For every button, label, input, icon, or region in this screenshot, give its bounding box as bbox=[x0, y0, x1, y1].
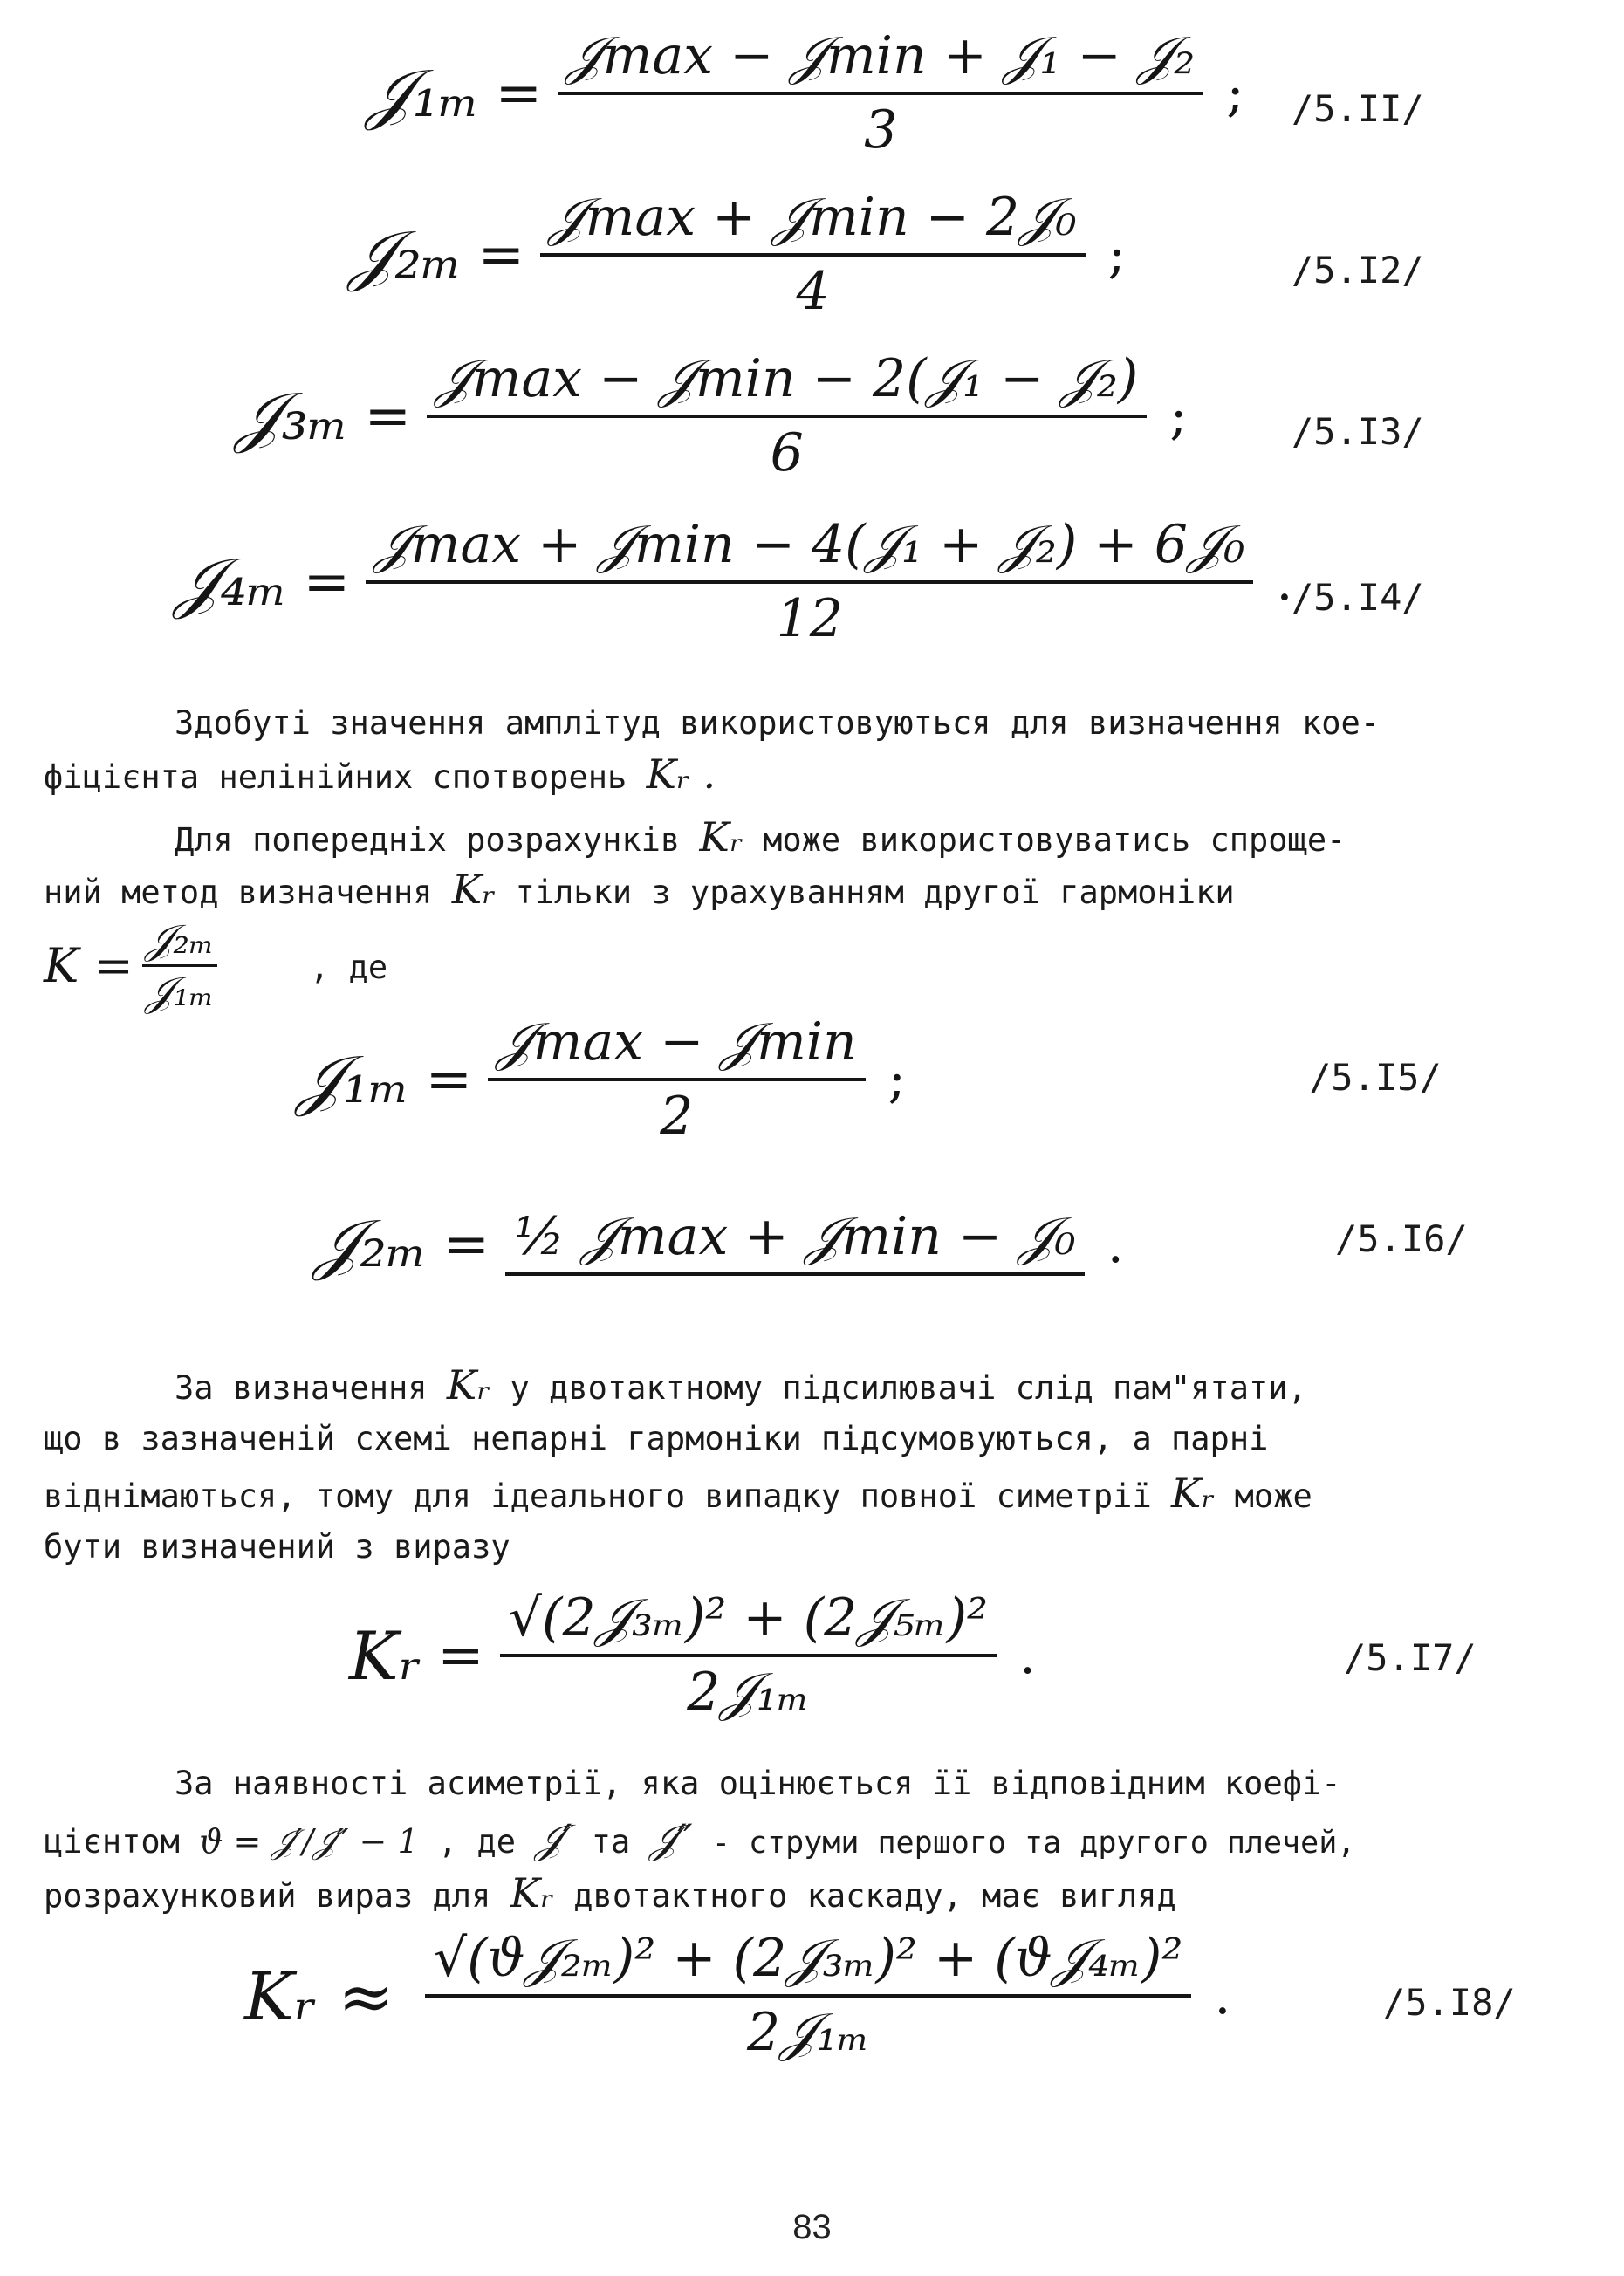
fraction-bar bbox=[142, 964, 217, 967]
equation-number: /5.I4/ bbox=[1292, 576, 1424, 619]
fraction bbox=[558, 26, 1203, 161]
text-line: Для попередніх розрахунків bbox=[175, 821, 681, 859]
paragraph bbox=[44, 1813, 1355, 1868]
fraction-bar bbox=[500, 1654, 997, 1657]
denominator: 6 bbox=[770, 422, 804, 483]
formula-lhs: K = bbox=[44, 937, 134, 993]
denominator: 4 bbox=[796, 261, 830, 322]
equation-number: /5.I7/ bbox=[1344, 1636, 1477, 1679]
text-line: ний метод визначення bbox=[44, 874, 433, 911]
formula-5-13 bbox=[236, 349, 1188, 483]
inline-symbol: 𝒥″ bbox=[649, 1815, 693, 1862]
inline-symbol: Kᵣ bbox=[1171, 1470, 1216, 1517]
fraction-bar bbox=[366, 580, 1253, 584]
text-line: у двотактному підсилювачі слід пам"ятати, bbox=[510, 1369, 1307, 1407]
inline-symbol: Kᵣ bbox=[510, 1869, 554, 1916]
fraction-bar bbox=[488, 1078, 865, 1081]
denominator: 2𝒥₁ₘ bbox=[746, 2002, 870, 2063]
paragraph bbox=[175, 698, 1380, 749]
numerator: 𝒥₂ₘ bbox=[145, 915, 215, 963]
paragraph bbox=[44, 1468, 1312, 1522]
fraction-bar bbox=[505, 1272, 1085, 1276]
text-line: , де bbox=[310, 949, 388, 986]
paragraph bbox=[44, 864, 1235, 918]
fraction bbox=[488, 1012, 865, 1147]
formula-k-ratio bbox=[44, 916, 217, 1015]
paragraph bbox=[175, 1360, 1307, 1414]
inline-symbol: Kᵣ bbox=[699, 813, 743, 860]
formula-lhs: 𝒥₂ₘ bbox=[349, 215, 463, 293]
punctuation: ; bbox=[1107, 224, 1126, 285]
fraction bbox=[425, 1929, 1191, 2063]
numerator: 𝒥max − 𝒥min + 𝒥₁ − 𝒥₂ bbox=[566, 25, 1196, 86]
equals-sign: = bbox=[437, 1623, 484, 1688]
text-line: За визначення bbox=[175, 1369, 428, 1407]
fraction bbox=[366, 515, 1253, 649]
fraction bbox=[505, 1207, 1085, 1281]
text-line: фіцієнта нелінійних спотворень bbox=[44, 758, 627, 796]
paragraph bbox=[175, 1758, 1341, 1809]
text-line: Здобуті значення амплітуд використовуються для визначення кое- bbox=[175, 704, 1381, 742]
denominator: 12 bbox=[776, 588, 843, 649]
text-line: може bbox=[1234, 1477, 1312, 1515]
numerator: √(ϑ𝒥₂ₘ)² + (2𝒥₃ₘ)² + (ϑ𝒥₄ₘ)² bbox=[434, 1928, 1183, 1989]
paragraph bbox=[44, 1868, 1176, 1922]
text-line: За наявності асиметрії, яка оцінюється її відповідним коефі- bbox=[175, 1765, 1341, 1802]
numerator: 𝒥max − 𝒥min bbox=[497, 1011, 857, 1073]
formula-5-15 bbox=[297, 1012, 906, 1147]
text-line: - струми першого та другого плечей, bbox=[711, 1826, 1356, 1861]
fraction bbox=[427, 349, 1147, 483]
punctuation: . bbox=[1019, 1625, 1037, 1686]
text-line: тільки з урахуванням другої гармоніки bbox=[515, 874, 1235, 911]
fraction-bar bbox=[425, 1994, 1191, 1998]
formula-5-14 bbox=[175, 515, 1292, 649]
text-line: та bbox=[591, 1823, 631, 1861]
fraction bbox=[540, 188, 1086, 322]
fraction bbox=[500, 1588, 997, 1723]
numerator: ½ 𝒥max + 𝒥min − 𝒥₀ bbox=[514, 1206, 1076, 1267]
text-line: бути визначений з виразу bbox=[44, 1528, 510, 1566]
fraction-bar bbox=[558, 92, 1203, 95]
paragraph bbox=[44, 1522, 510, 1573]
text-line: віднімаються, тому для ідеального випадку повної симетрії bbox=[44, 1477, 1152, 1515]
equals-sign: = bbox=[495, 61, 543, 126]
punctuation: . bbox=[1107, 1213, 1124, 1275]
equation-number: /5.II/ bbox=[1292, 87, 1424, 130]
formula-5-11 bbox=[367, 26, 1244, 161]
inline-symbol: Kᵣ . bbox=[646, 751, 716, 798]
denominator: 2 bbox=[660, 1086, 694, 1147]
inline-symbol: Kᵣ bbox=[451, 866, 497, 913]
equation-number: /5.I6/ bbox=[1335, 1217, 1468, 1260]
paragraph bbox=[175, 812, 1346, 866]
punctuation: ; bbox=[1169, 386, 1188, 447]
page-number: 83 bbox=[792, 2208, 832, 2246]
text-line: двотактного каскаду, має вигляд bbox=[573, 1877, 1176, 1915]
fraction bbox=[142, 916, 217, 1015]
equation-number: /5.I5/ bbox=[1309, 1056, 1442, 1099]
equals-sign: = bbox=[442, 1211, 490, 1277]
punctuation: . bbox=[1276, 552, 1293, 613]
denominator: 3 bbox=[864, 99, 898, 161]
inline-symbol: Kᵣ bbox=[446, 1361, 491, 1409]
equals-sign: = bbox=[477, 223, 525, 287]
denominator: 2𝒥₁ₘ bbox=[687, 1662, 810, 1723]
fraction-bar bbox=[427, 415, 1147, 418]
text-line: що в зазначеній схемі непарні гармоніки підсумовуються, а парні bbox=[44, 1420, 1269, 1457]
text-line: , де bbox=[437, 1823, 517, 1861]
formula-lhs: 𝒥₃ₘ bbox=[236, 376, 349, 455]
formula-5-17 bbox=[349, 1588, 1036, 1723]
formula-lhs: 𝒥₄ₘ bbox=[175, 542, 288, 620]
denominator: 𝒥₁ₘ bbox=[145, 967, 215, 1015]
equation-number: /5.I2/ bbox=[1292, 249, 1424, 291]
punctuation: . bbox=[1214, 1965, 1231, 2026]
formula-lhs: 𝒥₁ₘ bbox=[367, 53, 480, 132]
text-line: розрахунковий вираз для bbox=[44, 1877, 491, 1915]
paragraph bbox=[44, 1414, 1268, 1464]
equals-sign: = bbox=[425, 1047, 473, 1112]
equation-number: /5.I3/ bbox=[1292, 410, 1424, 453]
formula-5-16 bbox=[314, 1204, 1124, 1284]
punctuation: ; bbox=[887, 1049, 906, 1110]
formula-lhs: Kᵣ ≈ bbox=[244, 1957, 394, 2035]
paragraph bbox=[44, 749, 716, 803]
equation-number: /5.I8/ bbox=[1383, 1981, 1516, 2024]
formula-5-12 bbox=[349, 188, 1126, 322]
fraction-bar bbox=[540, 253, 1086, 257]
punctuation: ; bbox=[1226, 63, 1244, 124]
numerator: 𝒥max − 𝒥min − 2(𝒥₁ − 𝒥₂) bbox=[435, 348, 1139, 409]
text-line: може використовуватись спроще- bbox=[763, 821, 1346, 859]
numerator: √(2𝒥₃ₘ)² + (2𝒥₅ₘ)² bbox=[508, 1587, 989, 1649]
equals-sign: = bbox=[364, 384, 412, 449]
formula-5-18 bbox=[244, 1929, 1230, 2063]
inline-formula: ϑ = 𝒥′/𝒥″ − 1 bbox=[199, 1822, 419, 1861]
equals-sign: = bbox=[303, 550, 351, 614]
inline-symbol: 𝒥′ bbox=[535, 1815, 572, 1862]
numerator: 𝒥max + 𝒥min − 4(𝒥₁ + 𝒥₂) + 6𝒥₀ bbox=[374, 514, 1245, 575]
text-line: цієнтом bbox=[44, 1823, 180, 1861]
formula-lhs: Kᵣ bbox=[349, 1616, 422, 1695]
paragraph bbox=[310, 943, 387, 993]
formula-lhs: 𝒥₁ₘ bbox=[297, 1039, 410, 1118]
formula-lhs: 𝒥₂ₘ bbox=[314, 1204, 428, 1282]
numerator: 𝒥max + 𝒥min − 2𝒥₀ bbox=[549, 187, 1077, 248]
